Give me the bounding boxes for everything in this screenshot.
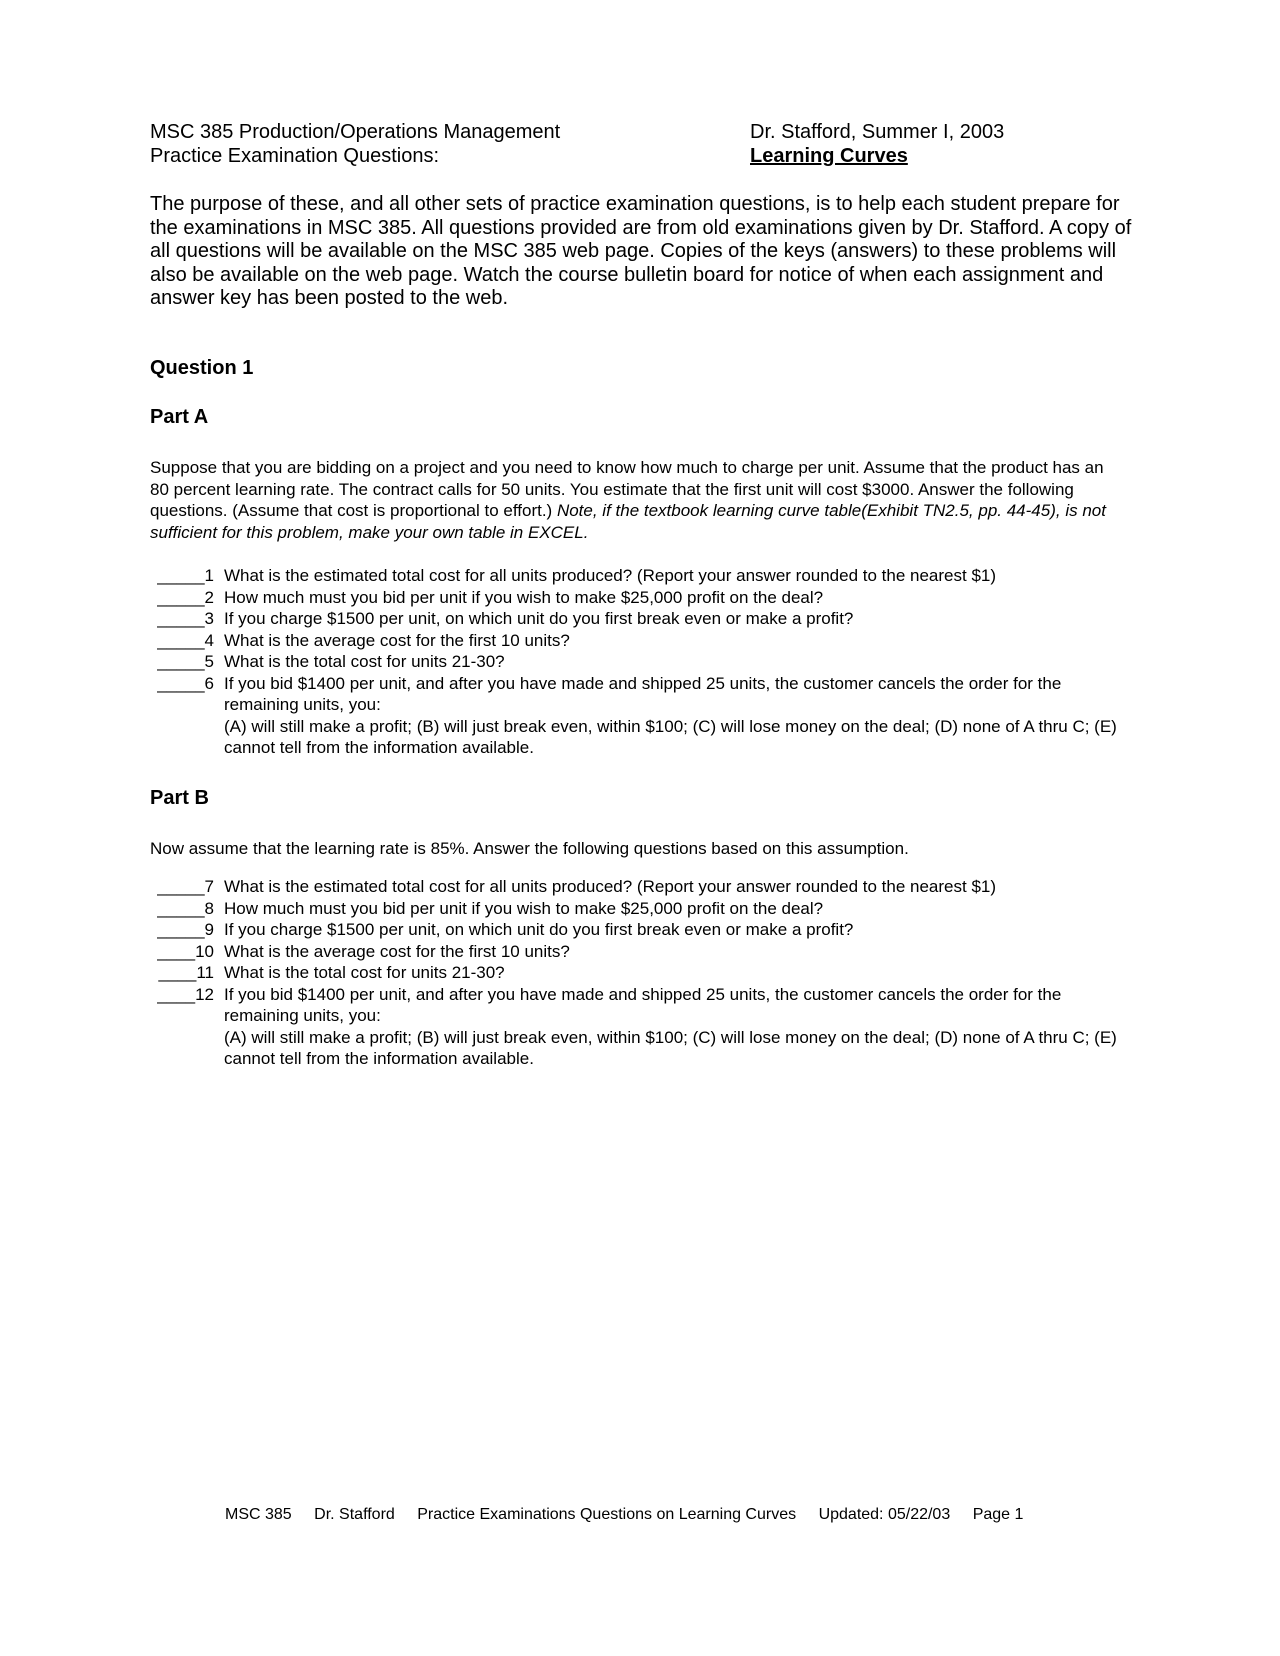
footer-course: MSC 385	[225, 1506, 292, 1523]
page-footer	[225, 1505, 1041, 1525]
part-a-prompt-text: Suppose that you are bidding on a project and you need to know how much to charge per unit. Assume that the product has an 80 percent learning rate. The contract calls for 50 units. You estimate that the first unit will cost $3000. Answer the following questions. (Assume that cost is proportional to effort.)	[150, 458, 1104, 520]
part-b-heading: Part B	[150, 787, 209, 809]
answer-blank: _____2	[157, 587, 214, 607]
question-item	[150, 587, 1140, 609]
footer-page: Page 1	[972, 1506, 1024, 1523]
question-item	[150, 565, 1140, 587]
answer-blank: _____9	[157, 920, 214, 939]
footer-instructor: Dr. Stafford	[314, 1506, 395, 1523]
footer-updated: Updated: 05/22/03	[818, 1506, 951, 1523]
answer-blank: ____11	[158, 963, 214, 982]
instructor-term: Dr. Stafford, Summer I, 2003	[750, 121, 1005, 143]
answer-blank: _____8	[157, 898, 214, 918]
question-item	[150, 898, 1140, 920]
answer-blank: ____10	[157, 941, 214, 961]
part-b-questions	[150, 876, 1140, 1070]
question-text: What is the total cost for units 21-30?	[224, 963, 505, 982]
question-text: How much must you bid per unit if you wish to make $25,000 profit on the deal?	[224, 898, 824, 918]
question-text: If you charge $1500 per unit, on which unit do you first break even or make a profit?	[224, 609, 854, 628]
part-a-heading: Part A	[150, 406, 209, 428]
course-title: MSC 385 Production/Operations Management	[150, 121, 561, 143]
question-text: How much must you bid per unit if you wish to make $25,000 profit on the deal?	[224, 587, 824, 607]
question-text: What is the total cost for units 21-30?	[224, 652, 505, 671]
part-a-questions	[150, 565, 1140, 759]
intro-paragraph: The purpose of these, and all other sets of practice examination questions, is to help each student prepare for the examinations in MSC 385. All questions provided are from old examinations given by Dr. Stafford. A copy of all questions will be available on the MSC 385 web page. Copies of the keys (answers) to these problems will also be available on the web page. Watch the course bulletin board for notice of when each assignment and answer key has been posted to the web.	[150, 193, 1132, 310]
footer-title: Practice Examinations Questions on Learning Curves	[417, 1506, 797, 1523]
question-item	[150, 651, 1140, 673]
answer-blank: _____4	[157, 630, 214, 650]
question-1-heading: Question 1	[150, 357, 254, 379]
part-b-prompt: Now assume that the learning rate is 85%. Answer the following questions based on this assumption.	[150, 839, 909, 858]
doc-type: Practice Examination Questions:	[150, 145, 440, 167]
question-item	[150, 919, 1140, 941]
question-text: What is the estimated total cost for all units produced? (Report your answer rounded to the nearest $1)	[224, 877, 997, 896]
answer-blank: _____7	[157, 877, 214, 896]
topic-title: Learning Curves	[750, 145, 908, 167]
part-a-prompt	[150, 457, 1125, 543]
answer-blank: _____3	[157, 609, 214, 628]
part-a-note: Note, if the textbook learning curve table(Exhibit TN2.5, pp. 44-45), is not sufficient for this problem, make your own table in EXCEL.	[150, 501, 1106, 542]
question-text: If you bid $1400 per unit, and after you have made and shipped 25 units, the customer cancels the order for the remaining units, you: (A) will still make a profit; (B) will just break even, within $100; (C) will lose money on the deal; (D) none of A thru C; (E) cannot tell from the information available.	[224, 984, 1140, 1070]
question-item	[150, 608, 1140, 630]
question-text: What is the estimated total cost for all units produced? (Report your answer rounded to the nearest $1)	[224, 566, 997, 585]
answer-blank: _____5	[157, 652, 214, 671]
question-item	[150, 962, 1140, 984]
question-text: If you bid $1400 per unit, and after you have made and shipped 25 units, the customer cancels the order for the remaining units, you: (A) will still make a profit; (B) will just break even, within $100; (C) will lose money on the deal; (D) none of A thru C; (E) cannot tell from the information available.	[224, 673, 1140, 759]
answer-blank: ____12	[157, 984, 214, 1004]
answer-blank: _____1	[157, 566, 214, 585]
question-text: What is the average cost for the first 10 units?	[224, 630, 570, 650]
question-text: What is the average cost for the first 10 units?	[224, 941, 570, 961]
question-item	[150, 984, 1140, 1070]
answer-blank: _____6	[157, 673, 214, 693]
question-item	[150, 673, 1140, 759]
question-item	[150, 630, 1140, 652]
answer-choices: (A) will still make a profit; (B) will just break even, within $100; (C) will lose money on the deal; (D) none of A thru C; (E) cannot tell from the information available.	[224, 1027, 1117, 1068]
answer-choices: (A) will still make a profit; (B) will just break even, within $100; (C) will lose money on the deal; (D) none of A thru C; (E) cannot tell from the information available.	[224, 716, 1117, 757]
question-item	[150, 876, 1140, 898]
question-item	[150, 941, 1140, 963]
question-text: If you charge $1500 per unit, on which unit do you first break even or make a profit?	[224, 920, 854, 939]
